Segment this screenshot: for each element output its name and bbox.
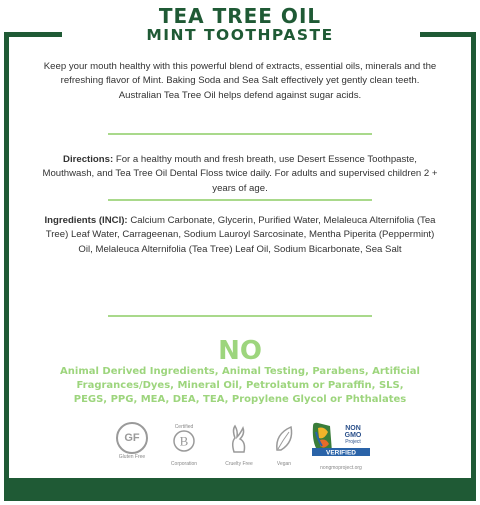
non-gmo-url: nongmoproject.org <box>320 465 362 471</box>
divider-1 <box>108 133 372 135</box>
directions-label: Directions: <box>63 154 114 165</box>
non-gmo-butterfly-icon <box>310 422 372 460</box>
non-gmo-line2: GMO <box>344 432 362 439</box>
bcorp-top-text: Certified <box>174 424 194 430</box>
gluten-free-icon: GF <box>116 422 148 454</box>
bcorp-label: Corporation <box>170 461 198 467</box>
frame-right <box>471 32 476 487</box>
no-heading: NO <box>218 336 262 366</box>
vegan-badge <box>267 422 301 467</box>
frame-top-left <box>4 32 62 37</box>
bcorp-badge <box>167 422 201 467</box>
bcorp-icon <box>167 422 201 456</box>
non-gmo-badge <box>310 422 372 471</box>
leaf-icon <box>267 422 301 456</box>
title-line-2: MINT TOOTHPASTE <box>146 26 334 44</box>
cruelty-free-label: Cruelty Free <box>225 461 253 467</box>
intro-paragraph: Keep your mouth healthy with this powerful blend of extracts, essential oils, minerals and the refreshing flavor of Mint. Baking Soda and Sea Salt effectively yet gently clean teeth. Australian Tea Tree Oil helps defend against sugar acids. <box>43 61 437 101</box>
frame-bottom <box>4 478 476 501</box>
ingredients-text: Calcium Carbonate, Glycerin, Purified Water, Melaleuca Alternifolia (Tea Tree) Leaf Water, Carrageenan, Sodium Lauroyl Sarcosinate, Mentha Piperita (Peppermint) Oil, Melaleuca Alternifolia (Tea Tree) Leaf Oil, Sodium Bicarbonate, Sea Salt <box>45 215 436 255</box>
free-from-list: Animal Derived Ingredients, Animal Testing, Parabens, Artificial Fragrances/Dyes, Mineral Oil, Petrolatum or Paraffin, SLS, PEGS, PPG, MEA, DEA, TEA, Propylene Glycol or Phthalates <box>60 366 420 405</box>
bunny-icon <box>222 422 256 456</box>
gluten-free-badge <box>115 422 149 460</box>
cruelty-free-badge <box>222 422 256 467</box>
divider-2 <box>108 199 372 201</box>
directions-text: For a healthy mouth and fresh breath, use Desert Essence Toothpaste, Mouthwash, and Tea Tree Oil Dental Floss twice daily. For adults and supervised children 2 + years of age. <box>42 154 438 194</box>
title-line-1: TEA TREE OIL <box>158 4 322 28</box>
frame-top-right <box>420 32 476 37</box>
frame-left <box>4 32 9 487</box>
directions-paragraph <box>40 153 440 196</box>
non-gmo-verified: VERIFIED <box>326 449 356 457</box>
non-gmo-line1: NON <box>345 425 361 432</box>
gluten-free-label: Gluten Free <box>118 454 146 460</box>
ingredients-paragraph <box>40 214 440 257</box>
ingredients-label: Ingredients (INCI): <box>44 215 128 226</box>
vegan-label: Vegan <box>276 461 292 467</box>
non-gmo-line3: Project <box>345 439 361 445</box>
divider-3 <box>108 315 372 317</box>
bcorp-mark: B <box>179 433 189 449</box>
